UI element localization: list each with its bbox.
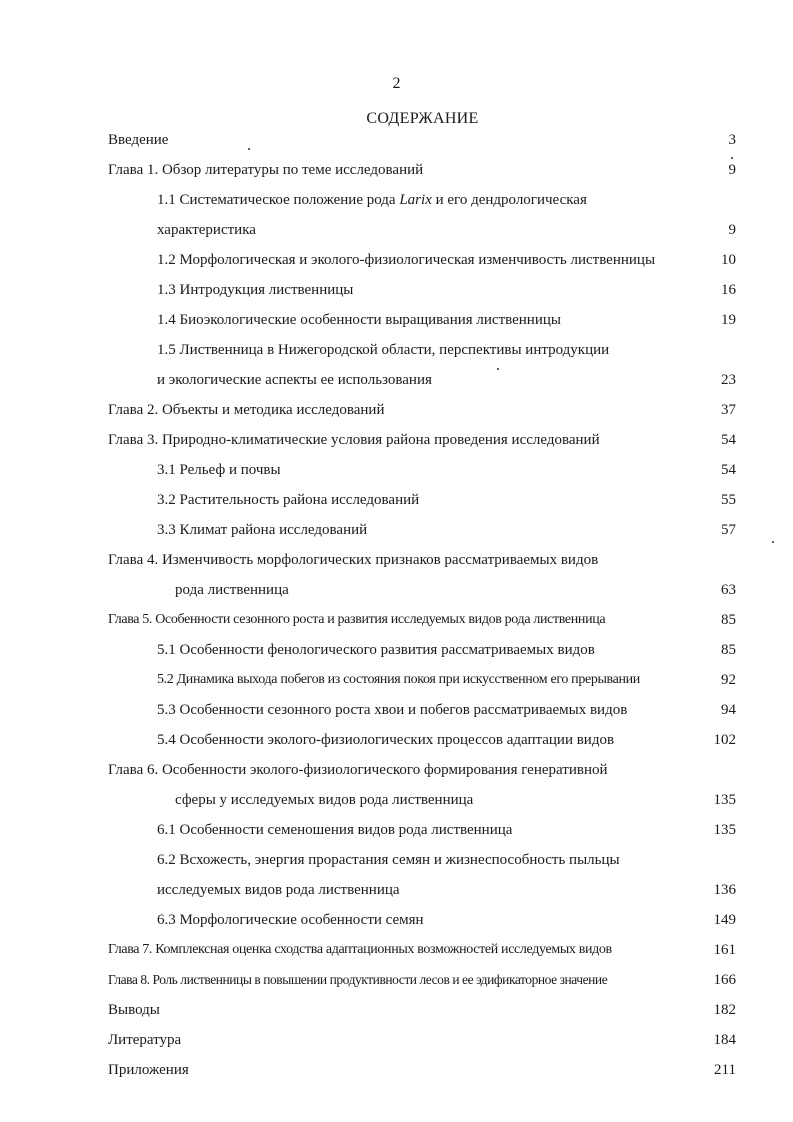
toc-entry-text: 6.3 Морфологические особенности семян bbox=[157, 912, 424, 928]
toc-entry-page: 85 bbox=[721, 642, 736, 658]
toc-entry-section-1-4 bbox=[0, 306, 793, 336]
toc-entry-literature bbox=[0, 1026, 793, 1056]
toc-entry-page: 63 bbox=[721, 582, 736, 598]
scan-speck bbox=[248, 148, 250, 150]
toc-entry-text: Глава 6. Особенности эколого-физиологического формирования генеративной bbox=[108, 762, 608, 778]
toc-entry-text: Выводы bbox=[108, 1002, 160, 1018]
toc-entry-page: 166 bbox=[713, 972, 736, 988]
toc-entry-text: Глава 4. Изменчивость морфологических признаков рассматриваемых видов bbox=[108, 552, 599, 568]
toc-entry-section-5-1 bbox=[0, 636, 793, 666]
toc-entry-text-part: и его дендрологическая bbox=[431, 192, 587, 208]
toc-entry-section-5-2 bbox=[0, 666, 793, 696]
toc-entry-text: 3.2 Растительность района исследований bbox=[157, 492, 420, 508]
toc-entry-text: Глава 8. Роль лиственницы в повышении продуктивности лесов и ее эдификаторное значение bbox=[108, 972, 608, 987]
toc-entry-page: 19 bbox=[721, 312, 736, 328]
scan-speck bbox=[772, 541, 774, 543]
toc-entry-page: 92 bbox=[721, 672, 736, 688]
scan-speck bbox=[731, 157, 733, 159]
toc-entry-conclusions bbox=[0, 996, 793, 1026]
toc-entry-chapter-6 bbox=[0, 756, 793, 786]
toc-entry-text: Глава 2. Объекты и методика исследований bbox=[108, 402, 385, 418]
toc-entry-section-1-3 bbox=[0, 276, 793, 306]
toc-entry-chapter-3 bbox=[0, 426, 793, 456]
toc-entry-text: 5.3 Особенности сезонного роста хвои и побегов рассматриваемых видов bbox=[157, 702, 628, 718]
toc-entry-chapter-5 bbox=[0, 606, 793, 636]
toc-entry-section-1-5 bbox=[0, 336, 793, 366]
scan-speck bbox=[497, 368, 499, 370]
toc-entry-page: 54 bbox=[721, 432, 736, 448]
toc-entry-section-5-4 bbox=[0, 726, 793, 756]
toc-entry-text: 3.1 Рельеф и почвы bbox=[157, 462, 281, 478]
toc-entry-page: 135 bbox=[713, 792, 736, 808]
toc-entry-page: 161 bbox=[713, 942, 736, 958]
toc-entry-text: Глава 7. Комплексная оценка сходства адаптационных возможностей исследуемых видов bbox=[108, 942, 612, 957]
toc-entry-text: 1.4 Биоэкологические особенности выращивания лиственницы bbox=[157, 312, 561, 328]
toc-entry-page: 85 bbox=[721, 612, 736, 628]
toc-entry-chapter-7 bbox=[0, 936, 793, 966]
toc-entry-text: Введение bbox=[108, 132, 169, 148]
toc-entry-page: 184 bbox=[713, 1032, 736, 1048]
toc-entry-page: 94 bbox=[721, 702, 736, 718]
toc-entry-text: исследуемых видов рода лиственница bbox=[157, 882, 400, 898]
toc-entry-section-5-3 bbox=[0, 696, 793, 726]
toc-entry-text: сферы у исследуемых видов рода лиственница bbox=[175, 792, 474, 808]
toc-entry-section-6-2-cont bbox=[0, 876, 793, 906]
toc-entry-text: 5.4 Особенности эколого-физиологических процессов адаптации видов bbox=[157, 732, 615, 748]
toc-entry-text: 3.3 Климат района исследований bbox=[157, 522, 368, 538]
toc-entry-page: 9 bbox=[728, 222, 736, 238]
toc-entry-page: 135 bbox=[713, 822, 736, 838]
toc-entry-page: 149 bbox=[713, 912, 736, 928]
toc-entry-appendices bbox=[0, 1056, 793, 1086]
toc-entry-section-6-3 bbox=[0, 906, 793, 936]
toc-entry-section-1-2 bbox=[0, 246, 793, 276]
toc-entry-text: 1.2 Морфологическая и эколого-физиологическая изменчивость лиственницы bbox=[157, 252, 656, 268]
toc-entry-chapter-1 bbox=[0, 156, 793, 186]
toc-entry-chapter-4 bbox=[0, 546, 793, 576]
toc-entry-chapter-6-cont bbox=[0, 786, 793, 816]
toc-entry-text: Приложения bbox=[108, 1062, 189, 1078]
toc-entry-chapter-2 bbox=[0, 396, 793, 426]
toc-entry-text: Глава 5. Особенности сезонного роста и развития исследуемых видов рода лиственница bbox=[108, 612, 606, 627]
toc-entry-text-part: 1.1 Систематическое положение рода bbox=[157, 192, 400, 208]
toc-entry-section-3-3 bbox=[0, 516, 793, 546]
table-of-contents bbox=[0, 126, 793, 1086]
toc-entry-text bbox=[157, 192, 587, 209]
toc-title: СОДЕРЖАНИЕ bbox=[366, 110, 479, 127]
toc-entry-page: 102 bbox=[713, 732, 736, 748]
toc-entry-section-1-1 bbox=[0, 186, 793, 216]
toc-entry-section-6-1 bbox=[0, 816, 793, 846]
toc-entry-page: 9 bbox=[728, 162, 736, 178]
toc-entry-text: 6.2 Всхожесть, энергия прорастания семян и жизнеспособность пыльцы bbox=[157, 852, 620, 868]
toc-entry-section-1-5-cont bbox=[0, 366, 793, 396]
toc-entry-section-3-1 bbox=[0, 456, 793, 486]
toc-entry-page: 136 bbox=[713, 882, 736, 898]
toc-entry-text: 6.1 Особенности семеношения видов рода лиственница bbox=[157, 822, 513, 838]
toc-entry-section-1-1-cont bbox=[0, 216, 793, 246]
toc-entry-text: Глава 1. Обзор литературы по теме исследований bbox=[108, 162, 424, 178]
toc-entry-text: 1.5 Лиственница в Нижегородской области, перспективы интродукции bbox=[157, 342, 610, 358]
toc-entry-section-6-2 bbox=[0, 846, 793, 876]
toc-entry-text: 5.1 Особенности фенологического развития рассматриваемых видов bbox=[157, 642, 595, 658]
toc-entry-text: Литература bbox=[108, 1032, 182, 1048]
toc-entry-text: характеристика bbox=[157, 222, 256, 238]
toc-entry-page: 16 bbox=[721, 282, 736, 298]
page-number: 2 bbox=[392, 75, 401, 92]
toc-entry-page: 23 bbox=[721, 372, 736, 388]
toc-entry-text: рода лиственница bbox=[175, 582, 289, 598]
toc-entry-latin-name: Larix bbox=[399, 192, 432, 208]
toc-entry-page: 211 bbox=[714, 1062, 736, 1078]
toc-entry-chapter-4-cont bbox=[0, 576, 793, 606]
toc-entry-section-3-2 bbox=[0, 486, 793, 516]
toc-entry-introduction bbox=[0, 126, 793, 156]
toc-entry-page: 37 bbox=[721, 402, 736, 418]
toc-entry-page: 57 bbox=[721, 522, 736, 538]
toc-entry-text: 1.3 Интродукция лиственницы bbox=[157, 282, 354, 298]
toc-entry-page: 3 bbox=[728, 132, 736, 148]
toc-entry-page: 55 bbox=[721, 492, 736, 508]
toc-entry-text: и экологические аспекты ее использования bbox=[157, 372, 432, 388]
toc-entry-page: 54 bbox=[721, 462, 736, 478]
toc-entry-page: 182 bbox=[713, 1002, 736, 1018]
toc-entry-text: Глава 3. Природно-климатические условия района проведения исследований bbox=[108, 432, 600, 448]
toc-entry-chapter-8 bbox=[0, 966, 793, 996]
toc-entry-text: 5.2 Динамика выхода побегов из состояния покоя при искусственном его прерывании bbox=[157, 672, 640, 687]
toc-entry-page: 10 bbox=[721, 252, 736, 268]
